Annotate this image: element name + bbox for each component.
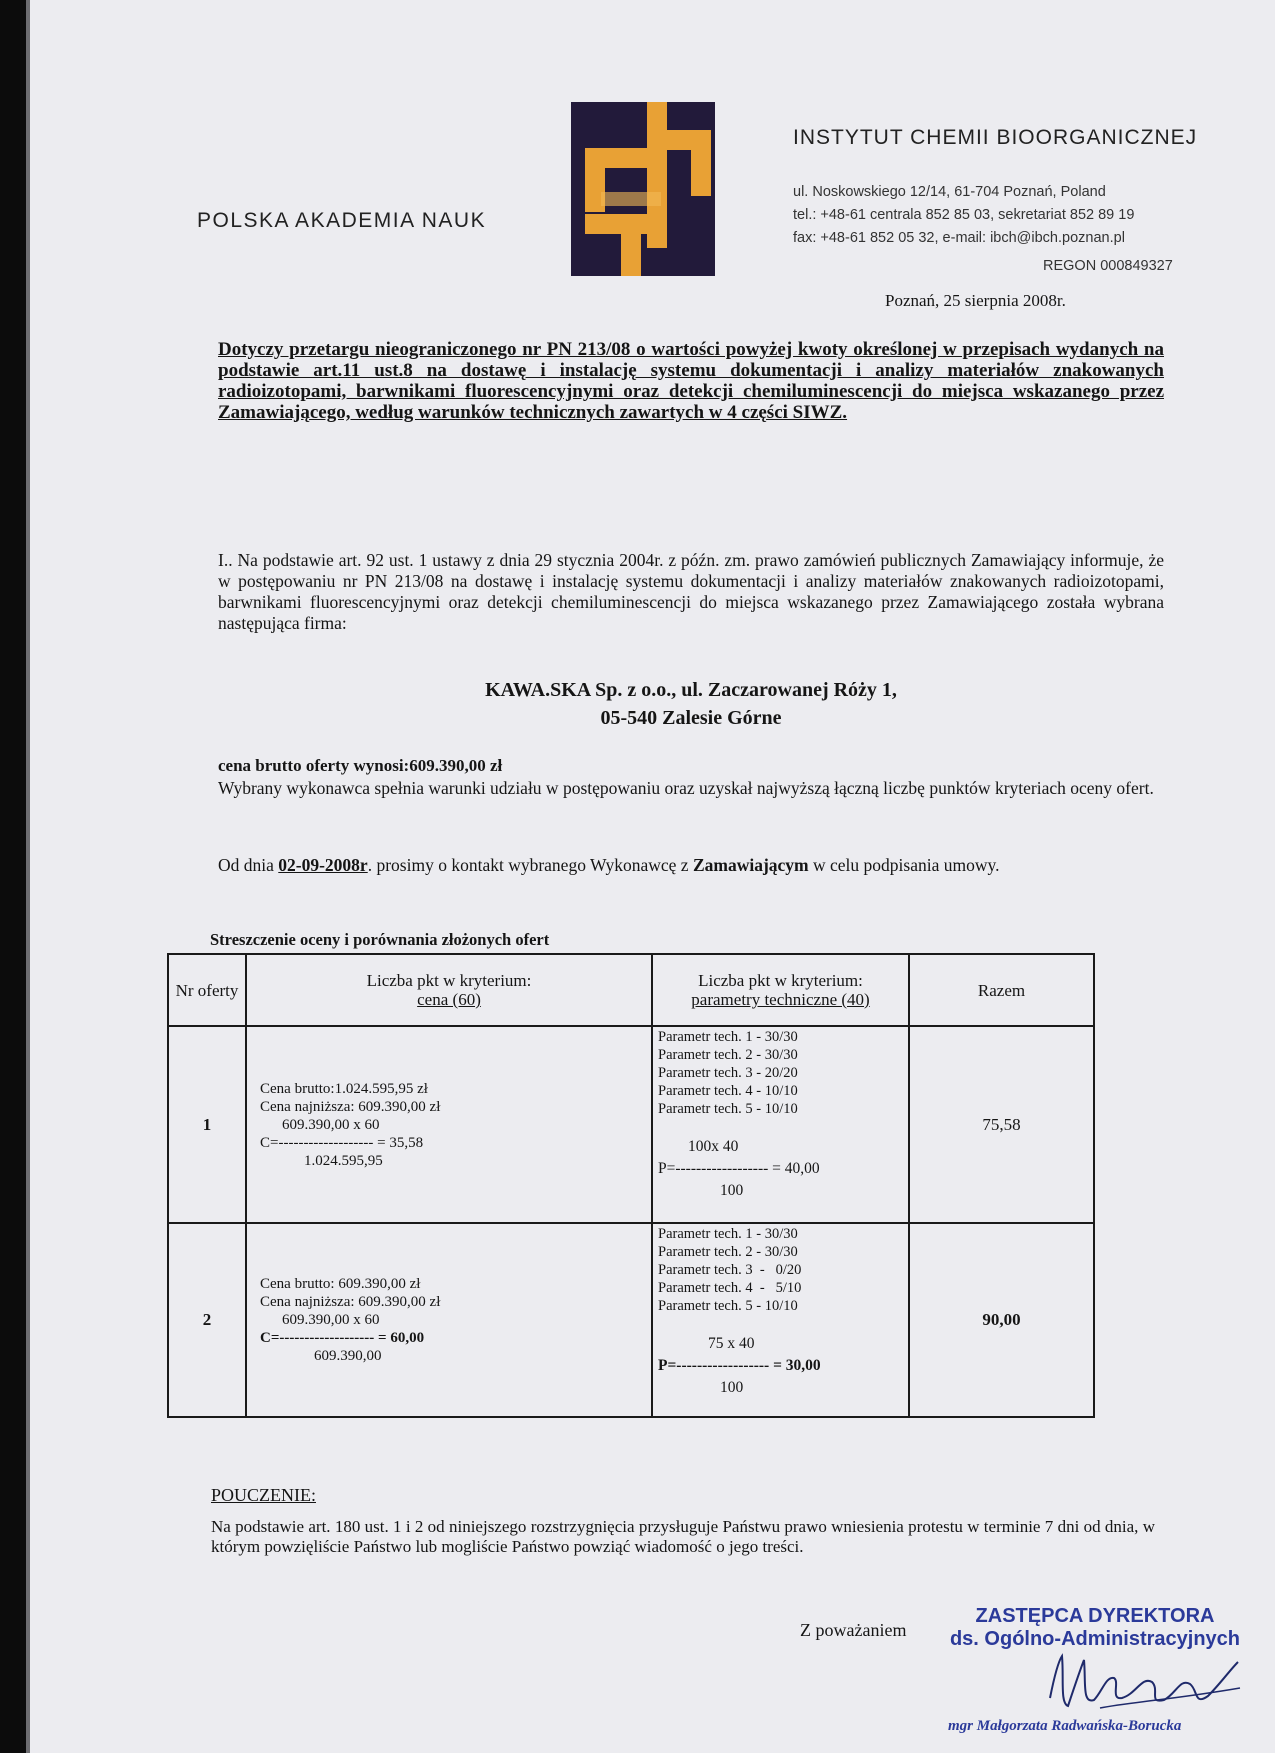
contracting-party: Zamawiającym xyxy=(692,855,809,875)
contact-text-after: w celu podpisania umowy. xyxy=(808,855,1000,875)
tech-param: Parametr tech. 4 - 10/10 xyxy=(658,1083,798,1099)
tech-score-cell xyxy=(652,1026,909,1223)
tech-param: Parametr tech. 1 - 30/30 xyxy=(658,1029,798,1045)
price-lowest: Cena najniższa: 609.390,00 zł xyxy=(260,1294,441,1310)
scan-edge-shadow xyxy=(26,0,30,1753)
regon-number: REGON 000849327 xyxy=(1043,258,1173,274)
tech-formula-numerator: 100x 40 xyxy=(688,1138,739,1155)
table-title: Streszczenie oceny i porównania złożonych ofert xyxy=(210,930,550,949)
decision-paragraph: I.. Na podstawie art. 92 ust. 1 ustawy z dnia 29 stycznia 2004r. z późn. zm. prawo zamówień publicznych Zamawiający informuje, że w postępowaniu nr PN 213/08 na dostawę i instalację systemu dokumentacji i analizy materiałów znakowanych radioizotopami, barwnikami fluorescencyjnymi oraz detekcji chemiluminescencji do miejsca wskazanego przez Zamawiającego została wybrana następująca firma: xyxy=(218,550,1164,633)
notice-heading: POUCZENIE: xyxy=(211,1485,316,1505)
tech-score-cell xyxy=(652,1223,909,1417)
phone-line: tel.: +48-61 centrala 852 85 03, sekretariat 852 89 19 xyxy=(793,207,1135,223)
official-stamp xyxy=(945,1605,1245,1651)
price-gross: Cena brutto:1.024.595,95 zł xyxy=(260,1080,428,1097)
price-lowest: Cena najniższa: 609.390,00 zł xyxy=(260,1098,441,1115)
organization-name: POLSKA AKADEMIA NAUK xyxy=(197,209,487,232)
subject-heading: Dotyczy przetargu nieograniczonego nr PN 213/08 o wartości powyżej kwoty określonej w przepisach wydanych na podstawie art.11 ust.8 na dostawę i instalację systemu dokumentacji i analizy materiałów znakowanych radioizotopami, barwnikami fluorescencyjnymi oraz detekcji chemiluminescencji do miejsca wskazanego przez Zamawiającego, według warunków technicznych zawartych w 4 części SIWZ. xyxy=(218,339,1164,423)
offer-number: 2 xyxy=(168,1223,246,1417)
tech-param: Parametr tech. 5 - 10/10 xyxy=(658,1101,798,1117)
price-score-cell xyxy=(246,1223,652,1417)
institute-logo xyxy=(571,102,715,276)
tech-formula-denominator: 100 xyxy=(720,1379,744,1396)
notice-text: Na podstawie art. 180 ust. 1 i 2 od niniejszego rozstrzygnięcia przysługuje Państwu prawo wniesienia protestu w terminie 7 dni od dnia, w którym powzięliście Państwo lub mogliście Państwo powziąć wiadomość o jego treści. xyxy=(211,1517,1155,1556)
price-formula-result: C=------------------- = 60,00 xyxy=(260,1330,425,1346)
tech-criterion-name: parametry techniczne (40) xyxy=(691,990,870,1009)
header-tech-criterion xyxy=(652,954,909,1026)
tech-formula-denominator: 100 xyxy=(720,1182,744,1199)
tech-param: Parametr tech. 4 - 5/10 xyxy=(658,1280,802,1296)
price-gross: Cena brutto: 609.390,00 zł xyxy=(260,1276,421,1292)
price-criterion-label: Liczba pkt w kryterium: xyxy=(366,971,532,990)
tech-criterion-label: Liczba pkt w kryterium: xyxy=(698,971,863,990)
closing-salutation: Z poważaniem xyxy=(800,1620,907,1640)
price-score-cell xyxy=(246,1026,652,1223)
tech-formula-result: P=------------------ = 30,00 xyxy=(658,1357,821,1374)
total-score: 75,58 xyxy=(909,1026,1094,1223)
handwritten-signature xyxy=(1040,1648,1250,1723)
stamp-department: ds. Ogólno-Administracyjnych xyxy=(949,1628,1241,1650)
tech-param: Parametr tech. 3 - 0/20 xyxy=(658,1262,802,1278)
offer-number: 1 xyxy=(168,1026,246,1223)
contact-date: 02-09-2008r xyxy=(278,855,368,875)
institute-name: INSTYTUT CHEMII BIOORGANICZNEJ xyxy=(793,126,1198,149)
total-score: 90,00 xyxy=(909,1223,1094,1417)
scan-edge xyxy=(0,0,26,1753)
qualification-paragraph: Wybrany wykonawca spełnia warunki udziału w postępowaniu oraz uzyskał najwyższą łączną liczbę punktów kryteriach oceny ofert. xyxy=(218,778,1154,798)
table-row xyxy=(168,1223,1094,1417)
contact-text-middle: . prosimy o kontakt wybranego Wykonawcę z xyxy=(367,855,693,875)
winner-block xyxy=(218,676,1164,732)
contact-paragraph xyxy=(218,855,1164,876)
table-header-row xyxy=(168,954,1094,1026)
price-formula-numerator: 609.390,00 x 60 xyxy=(282,1116,380,1133)
tech-param: Parametr tech. 1 - 30/30 xyxy=(658,1226,798,1242)
price-formula-denominator: 1.024.595,95 xyxy=(304,1152,383,1169)
offers-comparison-table xyxy=(167,953,1095,1418)
tech-param: Parametr tech. 2 - 30/30 xyxy=(658,1244,798,1260)
header-total: Razem xyxy=(909,954,1094,1026)
tech-formula-result: P=------------------ = 40,00 xyxy=(658,1160,820,1177)
document-date: Poznań, 25 sierpnia 2008r. xyxy=(885,291,1066,310)
address-line: ul. Noskowskiego 12/14, 61-704 Poznań, Poland xyxy=(793,184,1106,200)
winner-address: 05-540 Zalesie Górne xyxy=(600,707,782,729)
tech-param: Parametr tech. 2 - 30/30 xyxy=(658,1047,798,1063)
offer-price: cena brutto oferty wynosi:609.390,00 zł xyxy=(218,756,503,775)
tech-param: Parametr tech. 3 - 20/20 xyxy=(658,1065,798,1081)
stamp-title: ZASTĘPCA DYREKTORA xyxy=(975,1605,1215,1627)
price-formula-result: C=------------------- = 35,58 xyxy=(260,1134,424,1151)
signatory-name: mgr Małgorzata Radwańska-Borucka xyxy=(948,1718,1182,1734)
winner-company: KAWA.SKA Sp. z o.o., ul. Zaczarowanej Róży 1, xyxy=(485,679,897,701)
fax-email-line: fax: +48-61 852 05 32, e-mail: ibch@ibch.poznan.pl xyxy=(793,230,1125,246)
price-formula-numerator: 609.390,00 x 60 xyxy=(282,1312,380,1328)
contact-text-before: Od dnia xyxy=(218,855,279,875)
tech-param: Parametr tech. 5 - 10/10 xyxy=(658,1298,798,1314)
tech-formula-numerator: 75 x 40 xyxy=(708,1335,755,1352)
header-offer-number: Nr oferty xyxy=(168,954,246,1026)
price-criterion-name: cena (60) xyxy=(417,990,481,1009)
header-price-criterion xyxy=(246,954,652,1026)
price-formula-denominator: 609.390,00 xyxy=(314,1348,382,1364)
table-row xyxy=(168,1026,1094,1223)
